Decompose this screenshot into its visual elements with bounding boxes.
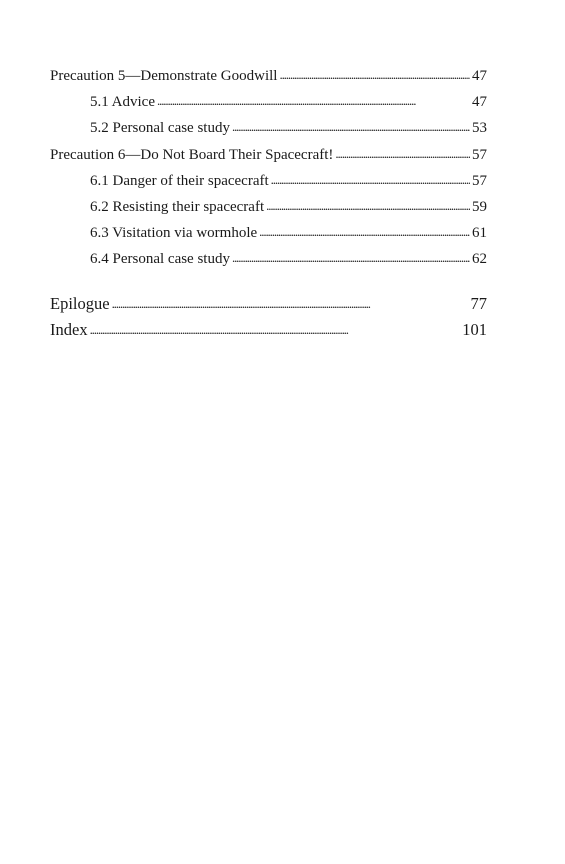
toc-entry-title: 6.1 Danger of their spacecraft <box>90 172 269 189</box>
toc-entry-precaution-6[interactable] <box>50 142 487 168</box>
toc-entry-page-number: 61 <box>472 225 487 242</box>
toc-entry-6-1-danger[interactable] <box>50 168 487 194</box>
dot-leader <box>157 88 470 114</box>
dot-leader <box>271 167 470 193</box>
dot-leader <box>232 114 470 140</box>
dot-leader <box>90 317 461 343</box>
toc-entry-title: Precaution 5—Demonstrate Goodwill <box>50 68 278 84</box>
table-of-contents <box>50 63 487 343</box>
toc-entry-6-3-wormhole[interactable] <box>50 220 487 246</box>
toc-entry-page-number: 47 <box>472 94 487 111</box>
section-spacer <box>50 273 487 291</box>
toc-entry-page-number: 47 <box>472 68 487 84</box>
toc-entry-5-1-advice[interactable] <box>50 89 487 115</box>
toc-entry-page-number: 77 <box>470 293 487 313</box>
dot-leader <box>266 193 470 219</box>
toc-entry-epilogue[interactable] <box>50 291 487 317</box>
toc-entry-index[interactable] <box>50 317 487 343</box>
toc-entry-6-4-personal-case-study[interactable] <box>50 246 487 272</box>
toc-entry-title: 6.3 Visitation via wormhole <box>90 225 258 242</box>
toc-entry-page-number: 59 <box>472 198 487 215</box>
toc-entry-page-number: 57 <box>472 146 487 163</box>
toc-entry-page-number: 53 <box>472 120 487 137</box>
toc-entry-page-number: 101 <box>462 319 487 339</box>
toc-entry-5-2-personal-case-study[interactable] <box>50 115 487 141</box>
toc-entry-precaution-5[interactable] <box>50 63 487 89</box>
toc-entry-title: Epilogue <box>50 293 110 313</box>
toc-entry-title: 5.2 Personal case study <box>90 120 230 137</box>
dot-leader <box>279 62 470 88</box>
dot-leader <box>335 141 470 167</box>
toc-entry-6-2-resisting[interactable] <box>50 194 487 220</box>
dot-leader <box>232 245 470 271</box>
toc-entry-title: Precaution 6—Do Not Board Their Spacecraft! <box>50 146 334 163</box>
toc-entry-title: Index <box>50 319 88 339</box>
dot-leader <box>112 291 469 317</box>
toc-entry-title: 5.1 Advice <box>90 94 155 111</box>
toc-entry-page-number: 62 <box>472 251 487 268</box>
toc-entry-title: 6.4 Personal case study <box>90 251 230 268</box>
toc-entry-title: 6.2 Resisting their spacecraft <box>90 198 265 215</box>
toc-entry-page-number: 57 <box>472 172 487 189</box>
dot-leader <box>259 219 470 245</box>
